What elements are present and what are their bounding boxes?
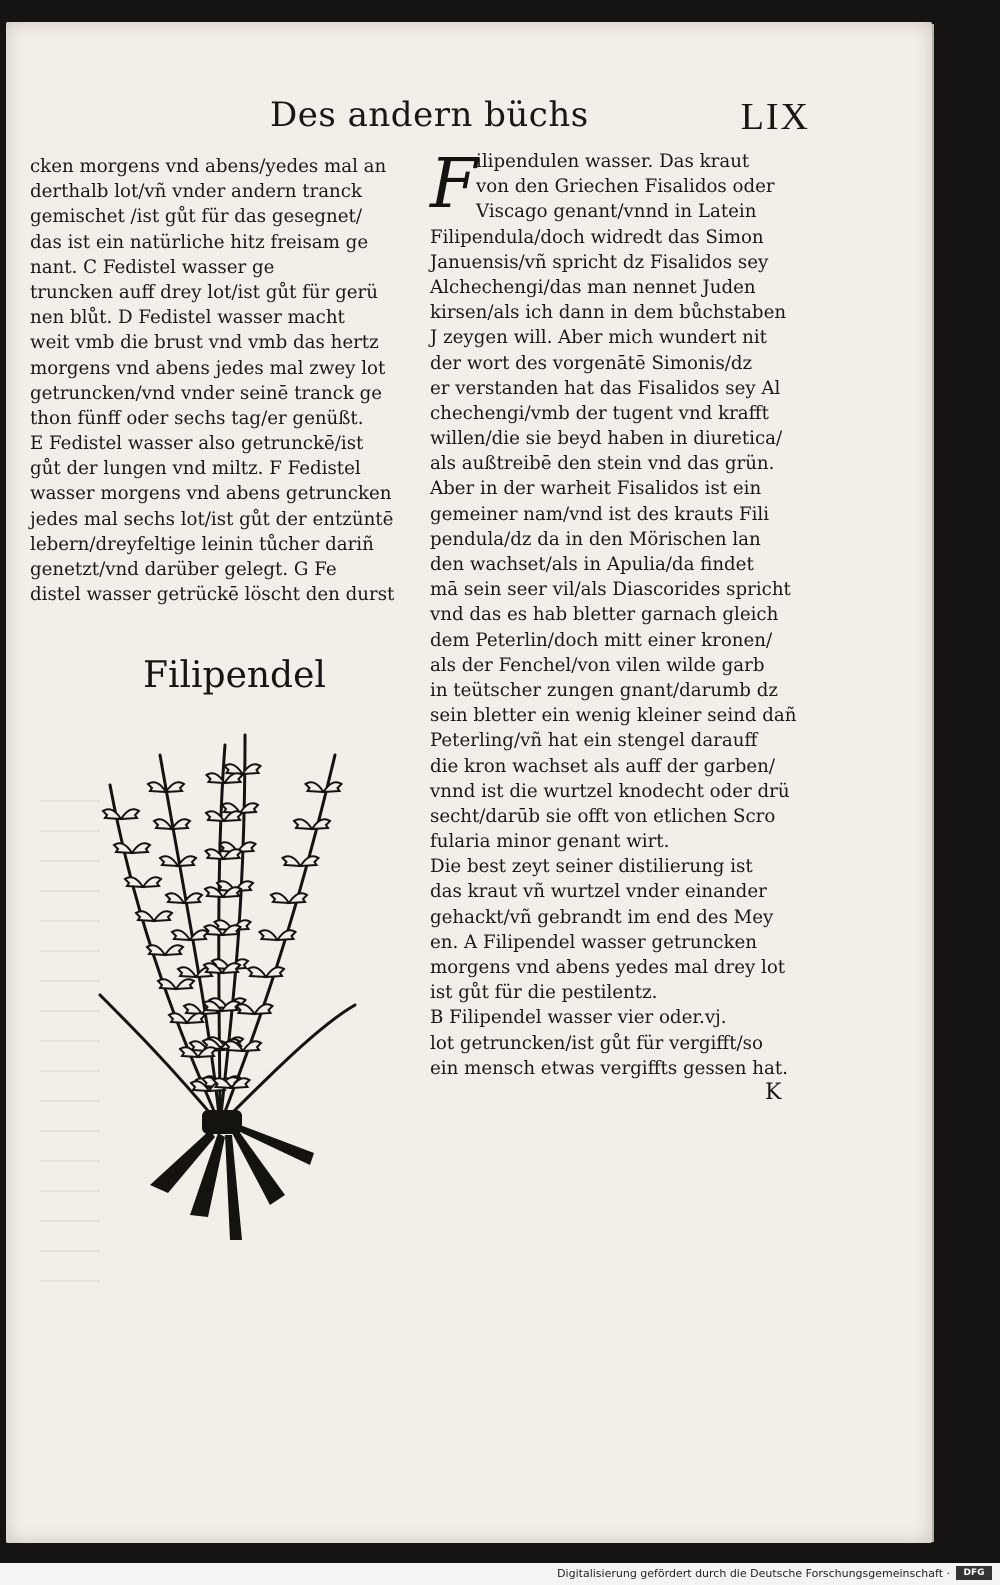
text-line: nant. C Fedistel wasser ge: [30, 256, 275, 278]
plant-title: Filipendel: [143, 655, 326, 696]
dfg-logo: DFG: [956, 1566, 992, 1580]
catchword: K: [765, 1080, 782, 1105]
text-line: genetzt/vnd darüber gelegt. G Fe: [30, 559, 337, 580]
drop-cap: F: [430, 145, 478, 224]
text-line: Viscago genant/vnnd in Latein: [476, 201, 757, 223]
text-line: Die best zeyt seiner distilierung ist: [430, 856, 753, 878]
text-line: vnd das es hab bletter garnach gleich: [430, 604, 779, 626]
text-line: Januensis/vñ spricht dz Fisalidos sey: [430, 251, 769, 273]
text-line: fularia minor genant wirt.: [430, 831, 670, 853]
text-line: weit vmb die brust vnd vmb das hertz: [30, 332, 379, 354]
text-line: wasser morgens vnd abens getruncken: [30, 483, 392, 505]
text-line: en. A Filipendel wasser getruncken: [430, 931, 757, 953]
text-line: das kraut vñ wurtzel vnder einander: [430, 881, 767, 903]
text-line: als der Fenchel/von vilen wilde garb: [430, 654, 765, 676]
text-line: Filipendula/doch widredt das Simon: [430, 226, 764, 248]
text-line: gehackt/vñ gebrandt im end des Mey: [430, 906, 774, 928]
filipendula-woodcut-illustration: [70, 725, 370, 1245]
text-line: cken morgens vnd abens/yedes mal an: [30, 156, 387, 177]
text-line: der wort des vorgenātē Simonis/dz: [430, 352, 753, 374]
text-line: dem Peterlin/doch mitt einer kronen/: [430, 629, 773, 651]
text-line: als außtreibē den stein vnd das grün.: [430, 453, 775, 475]
text-line: ein mensch etwas vergiffts gessen hat.: [430, 1057, 788, 1079]
text-line: den wachset/als in Apulia/da findet: [430, 554, 754, 575]
text-line: er verstanden hat das Fisalidos sey Al: [430, 377, 781, 399]
text-line: jedes mal sechs lot/ist gůt der entzüntē: [30, 508, 394, 530]
text-line: pendula/dz da in den Mörischen lan: [430, 528, 761, 550]
left-column: [30, 154, 415, 607]
text-line: ist gůt für die pestilentz.: [430, 982, 658, 1004]
text-line: gůt der lungen vnd miltz. F Fedistel: [30, 458, 361, 480]
text-line: ilipendulen wasser. Das kraut: [476, 151, 750, 172]
text-line: truncken auff drey lot/ist gůt für gerü: [30, 281, 378, 303]
text-line: das ist ein natürliche hitz freisam ge: [30, 231, 369, 253]
text-line: vnnd ist die wurtzel knodecht oder drü: [430, 780, 790, 802]
text-line: derthalb lot/vñ vnder andern tranck: [30, 181, 362, 203]
text-line: morgens vnd abens jedes mal zwey lot: [30, 357, 386, 379]
text-line: getruncken/vnd vnder seinē tranck ge: [30, 382, 383, 404]
text-line: die kron wachset als auff der garben/: [430, 755, 776, 777]
text-line: gemeiner nam/vnd ist des krauts Fili: [430, 503, 770, 525]
text-line: chechengi/vmb der tugent vnd krafft: [430, 402, 769, 424]
text-line: secht/darūb sie offt von etlichen Scro: [430, 805, 776, 827]
text-line: kirsen/als ich dann in dem bůchstaben: [430, 302, 787, 324]
page-header: [270, 95, 810, 145]
text-line: B Filipendel wasser vier oder.vj.: [430, 1007, 727, 1029]
text-line: von den Griechen Fisalidos oder: [476, 176, 775, 198]
text-line: distel wasser getrückē löscht den durst: [30, 584, 395, 606]
text-line: J zeygen will. Aber mich wundert nit: [430, 327, 767, 349]
text-line: gemischet /ist gůt für das gesegnet/: [30, 206, 362, 228]
text-line: E Fedistel wasser also getrunckē/ist: [30, 433, 364, 455]
text-line: mā sein seer vil/als Diascorides spricht: [430, 579, 791, 601]
funding-credit: Digitalisierung gefördert durch die Deutsche Forschungsgemeinschaft ·: [557, 1567, 950, 1580]
text-line: in teütscher zungen gnant/darumb dz: [430, 679, 778, 701]
text-line: lot getruncken/ist gůt für vergifft/so: [430, 1032, 763, 1054]
text-line: Alchechengi/das man nennet Juden: [430, 276, 756, 298]
text-line: sein bletter ein wenig kleiner seind dañ: [430, 705, 797, 727]
text-line: willen/die sie beyd haben in diuretica/: [430, 428, 783, 450]
footer-bar: [0, 1563, 1000, 1585]
text-line: nen blůt. D Fedistel wasser macht: [30, 307, 345, 329]
text-line: Aber in der warheit Fisalidos ist ein: [430, 478, 762, 500]
right-column: [430, 145, 820, 1081]
text-line: Peterling/vñ hat ein stengel darauff: [430, 730, 758, 752]
text-line: thon fünff oder sechs tag/er genüßt.: [30, 407, 364, 429]
running-head: Des andern büchs: [270, 95, 589, 135]
text-line: lebern/dreyfeltige leinin tůcher dariñ: [30, 533, 374, 555]
text-line: morgens vnd abens yedes mal drey lot: [430, 957, 786, 978]
folio-number: LIX: [740, 96, 810, 138]
